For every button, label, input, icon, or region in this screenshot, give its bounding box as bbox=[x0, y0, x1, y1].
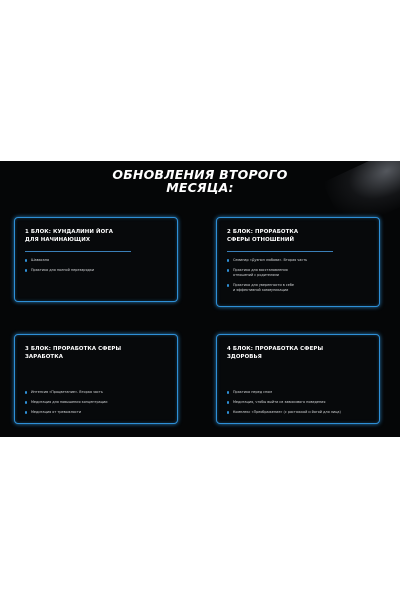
card-title bbox=[227, 228, 357, 244]
card-item-list bbox=[227, 258, 377, 298]
section-title-line-1: ОБНОВЛЕНИЯ ВТОРОГО bbox=[112, 167, 288, 182]
list-item bbox=[25, 410, 175, 415]
list-item-text: отношений с родителями bbox=[233, 273, 279, 277]
block-card-income bbox=[14, 334, 178, 424]
block-card-relationships bbox=[216, 217, 380, 307]
updates-panel bbox=[0, 161, 400, 437]
block-card-health bbox=[216, 334, 380, 424]
list-item bbox=[227, 258, 377, 263]
list-item bbox=[227, 390, 377, 395]
list-item bbox=[227, 400, 377, 405]
bullet-dot-icon bbox=[227, 269, 229, 271]
list-item bbox=[25, 400, 175, 405]
card-title-line: 2 БЛОК: ПРОРАБОТКА bbox=[227, 229, 299, 235]
list-item-text: Медитация, чтобы выйти из зависимого поведения bbox=[233, 400, 326, 404]
list-item bbox=[227, 268, 377, 278]
card-item-list bbox=[25, 390, 175, 420]
bullet-dot-icon bbox=[25, 391, 27, 393]
list-item-text: и эффективной коммуникации bbox=[233, 288, 289, 292]
list-item-text: Практика для полной перезарядки bbox=[31, 268, 95, 272]
card-title-line: 1 БЛОК: КУНДАЛИНИ ЙОГА bbox=[25, 229, 114, 235]
card-title-line: ДЛЯ НАЧИНАЮЩИХ bbox=[25, 237, 91, 243]
section-title bbox=[0, 168, 400, 194]
bullet-dot-icon bbox=[227, 411, 229, 413]
card-title bbox=[25, 345, 155, 361]
card-title-line: 4 БЛОК: ПРОРАБОТКА СФЕРЫ bbox=[227, 346, 324, 352]
card-title-line: 3 БЛОК: ПРОРАБОТКА СФЕРЫ bbox=[25, 346, 122, 352]
list-item-text: Практика перед сном bbox=[233, 390, 272, 394]
card-title-line: СФЕРЫ ОТНОШЕНИЙ bbox=[227, 237, 295, 243]
list-item-text: Практика для уверенности в себе bbox=[233, 283, 294, 287]
bullet-dot-icon bbox=[25, 401, 27, 403]
bullet-dot-icon bbox=[227, 401, 229, 403]
card-title bbox=[227, 345, 357, 361]
list-item-text: Семинар «Дуэнон любови». Вторая часть bbox=[233, 258, 308, 262]
list-item bbox=[25, 390, 175, 395]
card-divider bbox=[227, 251, 333, 252]
list-item-text: Медитация для повышения концентрации bbox=[31, 400, 108, 404]
bullet-dot-icon bbox=[25, 259, 27, 261]
card-item-list bbox=[227, 390, 377, 420]
list-item-text: Комплекс «Преображение» (с растяжкой и йогой для лица) bbox=[233, 410, 341, 414]
list-item bbox=[25, 268, 175, 273]
list-item-text: Практика для восстановления bbox=[233, 268, 288, 272]
card-title-line: ЗАРАБОТКА bbox=[25, 354, 63, 360]
card-title-line: ЗДОРОВЬЯ bbox=[227, 354, 262, 360]
card-title bbox=[25, 228, 155, 244]
list-item bbox=[25, 258, 175, 263]
block-card-kundalini bbox=[14, 217, 178, 302]
card-item-list bbox=[25, 258, 175, 278]
section-title-line-2: МЕСЯЦА: bbox=[166, 180, 234, 195]
card-divider bbox=[25, 251, 131, 252]
list-item-text: Медитация от тревожности bbox=[31, 410, 82, 414]
bullet-dot-icon bbox=[227, 391, 229, 393]
list-item bbox=[227, 283, 377, 293]
bullet-dot-icon bbox=[227, 259, 229, 261]
list-item-text: Интенсив «Процветание». Вторая часть bbox=[31, 390, 103, 394]
list-item-text: Шавасана bbox=[31, 258, 50, 262]
bullet-dot-icon bbox=[25, 411, 27, 413]
bullet-dot-icon bbox=[227, 284, 229, 286]
list-item bbox=[227, 410, 377, 415]
bullet-dot-icon bbox=[25, 269, 27, 271]
